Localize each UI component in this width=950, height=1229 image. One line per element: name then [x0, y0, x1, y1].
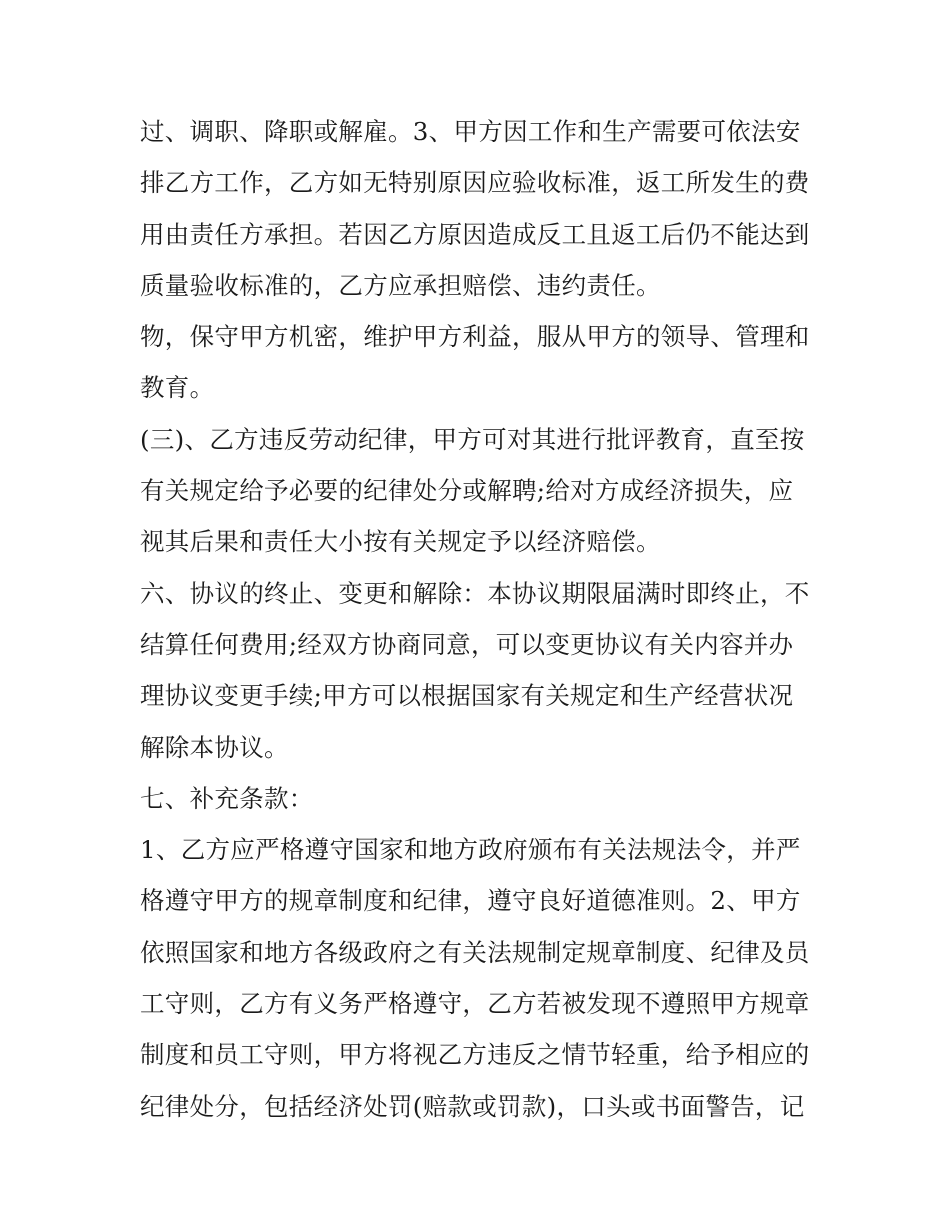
text-line: 格遵守甲方的规章制度和纪律，遵守良好道德准则。2、甲方: [140, 886, 801, 916]
text-line: 质量验收标准的，乙方应承担赔偿、违约责任。: [140, 270, 661, 300]
text-line: 有关规定给予必要的纪律处分或解聘;给对方成经济损失，应: [140, 476, 794, 506]
text-line: 工守则，乙方有义务严格遵守，乙方若被发现不遵照甲方规章: [140, 989, 810, 1019]
text-line: 过、调职、降职或解雇。3、甲方因工作和生产需要可依法安: [140, 117, 801, 146]
text-line: 结算任何费用;经双方协商同意，可以变更协议有关内容并办: [140, 629, 794, 659]
text-line: 教育。: [140, 373, 215, 403]
text-line: 依照国家和地方各级政府之有关法规制定规章制度、纪律及员: [140, 937, 810, 967]
text-line: (三)、乙方违反劳动纪律，甲方可对其进行批评教育，直至按: [140, 424, 805, 454]
text-line: 制度和员工守则，甲方将视乙方违反之情节轻重，给予相应的: [140, 1040, 810, 1070]
text-line: 七、补充条款：: [140, 783, 314, 813]
text-line: 物，保守甲方机密，维护甲方利益，服从甲方的领导、管理和: [140, 322, 810, 352]
text-line: 排乙方工作，乙方如无特别原因应验收标准，返工所发生的费: [140, 168, 810, 198]
text-line: 1、乙方应严格遵守国家和地方政府颁布有关法规法令，并严: [140, 835, 801, 865]
document-body: [140, 106, 830, 1132]
text-line: 理协议变更手续;甲方可以根据国家有关规定和生产经营状况: [140, 681, 794, 711]
text-line: 视其后果和责任大小按有关规定予以经济赔偿。: [140, 527, 661, 557]
text-line: 用由责任方承担。若因乙方原因造成反工且返工后仍不能达到: [140, 219, 810, 249]
text-line: 解除本协议。: [140, 732, 289, 762]
text-line: 六、协议的终止、变更和解除：本协议期限届满时即终止，不: [140, 578, 810, 608]
text-line: 纪律处分，包括经济处罚(赔款或罚款)，口头或书面警告，记: [140, 1091, 805, 1121]
